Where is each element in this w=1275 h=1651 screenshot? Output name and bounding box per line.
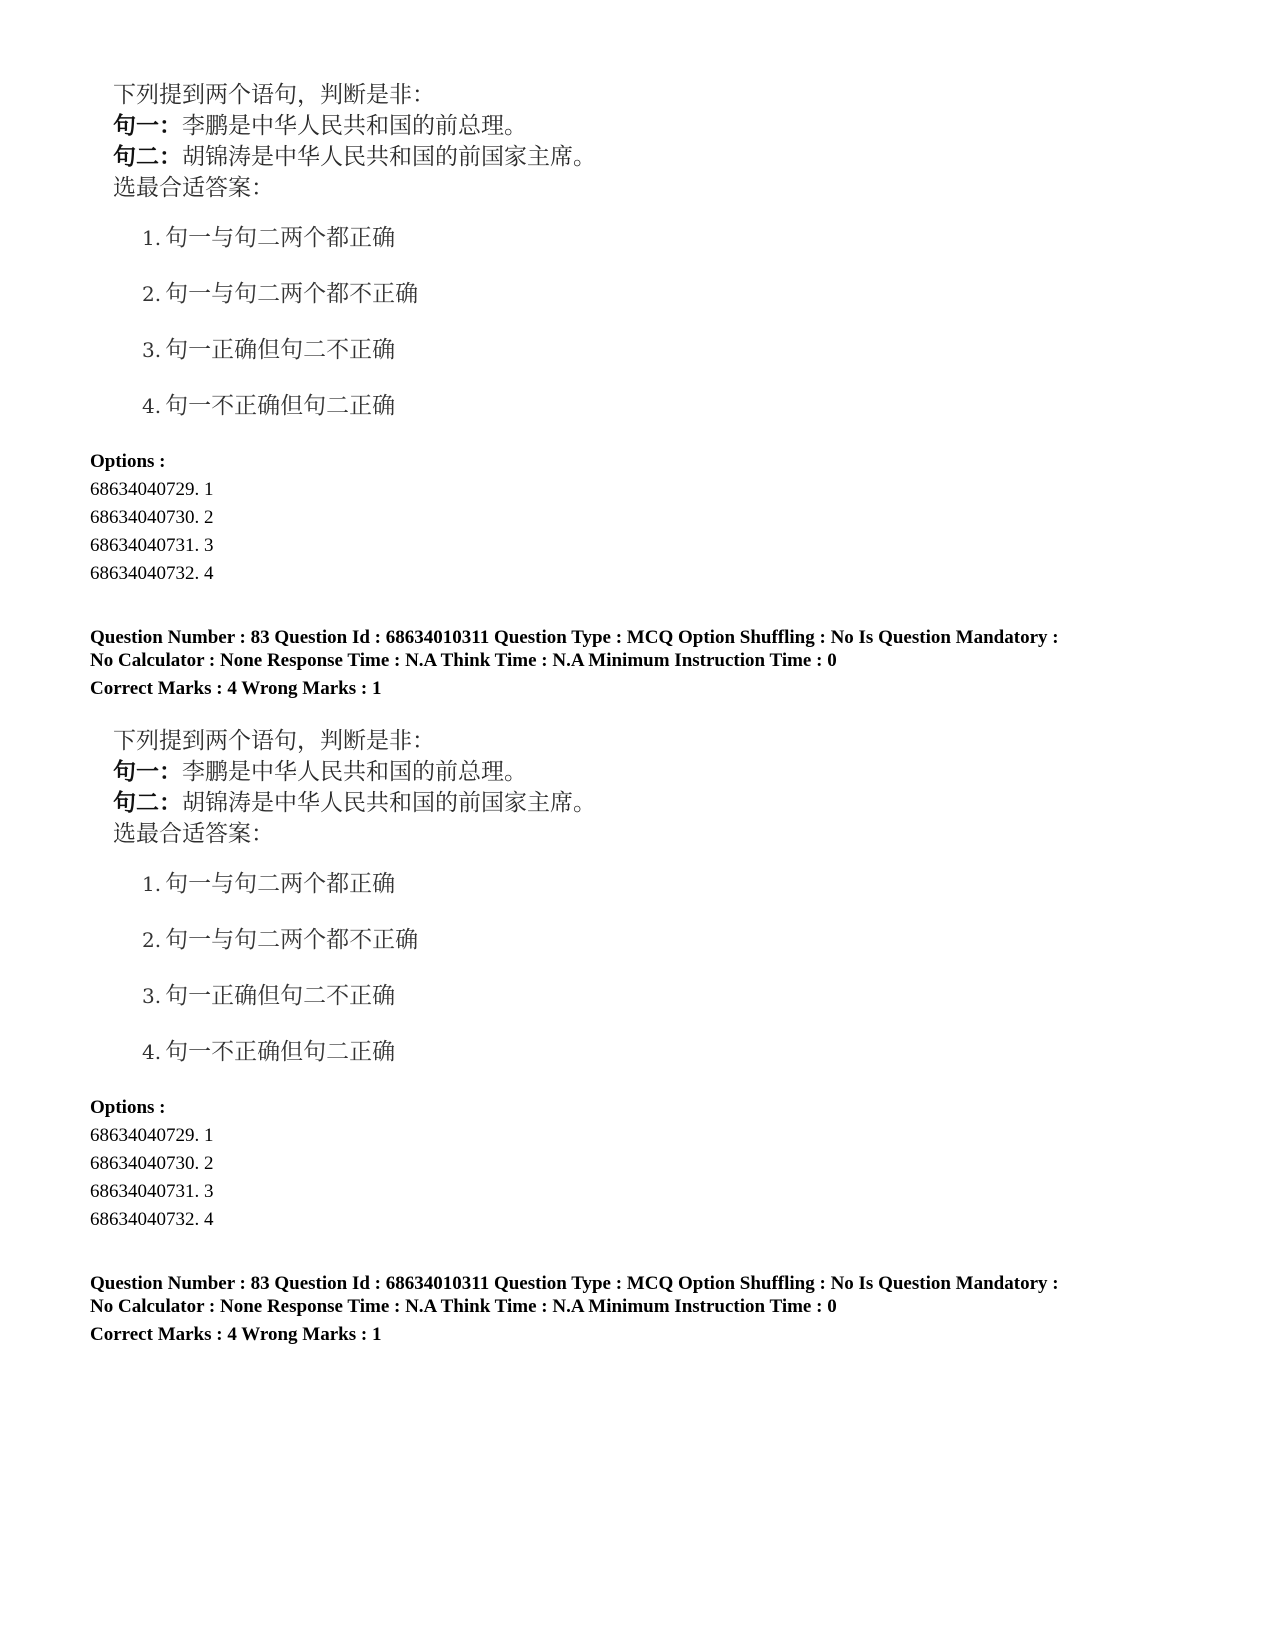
option-row: 68634040732. 4 bbox=[90, 1209, 214, 1230]
option-row: 68634040731. 3 bbox=[90, 535, 214, 556]
option-row: 68634040732. 4 bbox=[90, 563, 214, 584]
metadata-line-2: No Calculator : None Response Time : N.A Think Time : N.A Minimum Instruction Time : 0 bbox=[90, 1296, 837, 1317]
choice-item bbox=[142, 981, 673, 1037]
choice-text: 句一与句二两个都正确 bbox=[165, 871, 396, 897]
statement-one-label: 句一： bbox=[113, 759, 182, 785]
question-metadata bbox=[90, 1272, 1190, 1346]
choice-number: 2. bbox=[142, 282, 162, 306]
choice-list bbox=[113, 869, 673, 1093]
statement-one-label: 句一： bbox=[113, 113, 182, 139]
choice-item bbox=[142, 335, 673, 391]
statement-two bbox=[113, 142, 673, 173]
choice-item bbox=[142, 1037, 673, 1093]
choice-number: 2. bbox=[142, 928, 162, 952]
option-row: 68634040731. 3 bbox=[90, 1181, 214, 1202]
statement-two-label: 句二： bbox=[113, 790, 182, 816]
question-prompt: 选最合适答案： bbox=[113, 821, 274, 847]
choice-number: 4. bbox=[142, 1040, 162, 1064]
question-image bbox=[113, 726, 673, 1093]
choice-item bbox=[142, 869, 673, 925]
choice-text: 句一不正确但句二正确 bbox=[165, 1039, 396, 1065]
choice-number: 3. bbox=[142, 338, 162, 362]
metadata-line-1: Question Number : 83 Question Id : 68634010311 Question Type : MCQ Option Shuffling : No Is Question Mandatory : bbox=[90, 627, 1059, 648]
choice-text: 句一不正确但句二正确 bbox=[165, 393, 396, 419]
statement-two-label: 句二： bbox=[113, 144, 182, 170]
metadata-line-2: No Calculator : None Response Time : N.A Think Time : N.A Minimum Instruction Time : 0 bbox=[90, 650, 837, 671]
statement-one bbox=[113, 111, 673, 142]
options-list bbox=[90, 448, 214, 588]
choice-item bbox=[142, 223, 673, 279]
question-metadata bbox=[90, 626, 1190, 700]
choice-text: 句一正确但句二不正确 bbox=[165, 983, 396, 1009]
question-prompt: 选最合适答案： bbox=[113, 175, 274, 201]
options-list bbox=[90, 1094, 214, 1234]
statement-one-text: 李鹏是中华人民共和国的前总理。 bbox=[182, 113, 527, 139]
choice-text: 句一与句二两个都不正确 bbox=[165, 281, 419, 307]
choice-number: 3. bbox=[142, 984, 162, 1008]
options-title: Options : bbox=[90, 1097, 166, 1118]
statement-two bbox=[113, 788, 673, 819]
options-title: Options : bbox=[90, 451, 166, 472]
choice-list bbox=[113, 223, 673, 447]
choice-number: 1. bbox=[142, 872, 162, 896]
question-image bbox=[113, 80, 673, 447]
statement-two-text: 胡锦涛是中华人民共和国的前国家主席。 bbox=[182, 790, 596, 816]
question-intro: 下列提到两个语句，判断是非： bbox=[113, 728, 435, 754]
choice-text: 句一与句二两个都不正确 bbox=[165, 927, 419, 953]
option-row: 68634040730. 2 bbox=[90, 1153, 214, 1174]
choice-item bbox=[142, 391, 673, 447]
choice-number: 1. bbox=[142, 226, 162, 250]
metadata-line-1: Question Number : 83 Question Id : 68634010311 Question Type : MCQ Option Shuffling : No Is Question Mandatory : bbox=[90, 1273, 1059, 1294]
option-row: 68634040729. 1 bbox=[90, 1125, 214, 1146]
marks-line: Correct Marks : 4 Wrong Marks : 1 bbox=[90, 1324, 382, 1345]
choice-number: 4. bbox=[142, 394, 162, 418]
choice-item bbox=[142, 925, 673, 981]
option-row: 68634040729. 1 bbox=[90, 479, 214, 500]
option-row: 68634040730. 2 bbox=[90, 507, 214, 528]
choice-item bbox=[142, 279, 673, 335]
choice-text: 句一正确但句二不正确 bbox=[165, 337, 396, 363]
marks-line: Correct Marks : 4 Wrong Marks : 1 bbox=[90, 678, 382, 699]
statement-one-text: 李鹏是中华人民共和国的前总理。 bbox=[182, 759, 527, 785]
question-intro: 下列提到两个语句，判断是非： bbox=[113, 82, 435, 108]
choice-text: 句一与句二两个都正确 bbox=[165, 225, 396, 251]
statement-one bbox=[113, 757, 673, 788]
statement-two-text: 胡锦涛是中华人民共和国的前国家主席。 bbox=[182, 144, 596, 170]
